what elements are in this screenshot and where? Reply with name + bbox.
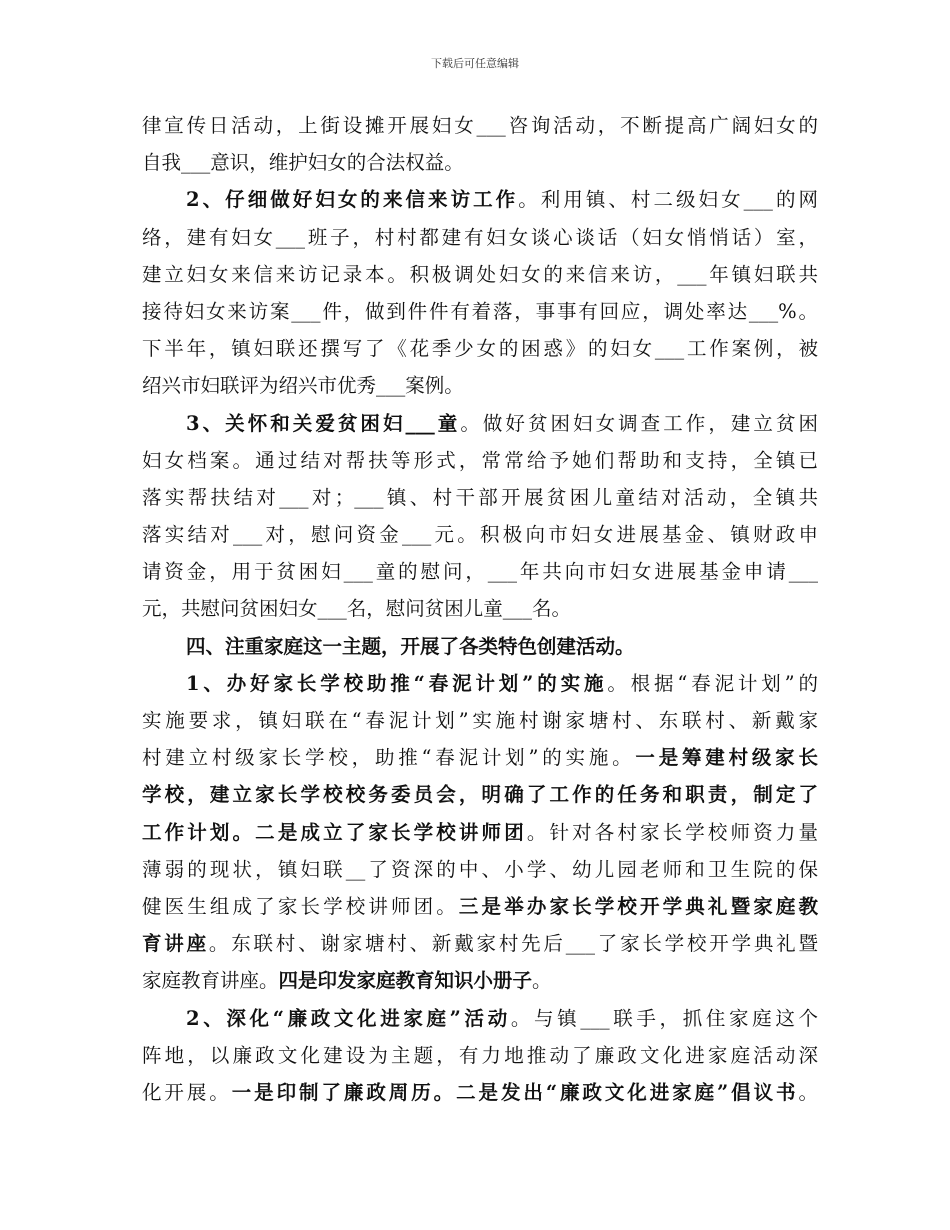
- text-run: 落实帮扶结对___对；___镇、村干部开展贫困儿童结对活动，全镇共: [142, 485, 818, 509]
- text-run: 律宣传日活动，上街设摊开展妇女___咨询活动，不断提高广阔妇女的: [142, 114, 818, 137]
- text-line: [142, 665, 818, 702]
- text-line: [142, 1037, 818, 1074]
- text-run: 。: [798, 1080, 818, 1104]
- text-line: [142, 1074, 818, 1111]
- bold-text: 工作计划。二是成立了家长学校讲师团: [142, 820, 527, 844]
- text-line: [142, 553, 818, 590]
- text-run: 实施要求，镇妇联在“春泥计划”实施村谢家塘村、东联村、新戴家: [142, 709, 818, 732]
- text-line: [142, 405, 818, 442]
- text-run: 村建立村级家长学校，助推“春泥计划”的实施。: [142, 746, 636, 770]
- bold-text: 一是印制了廉政周历。二是发出“廉政文化进家庭”倡议书: [231, 1080, 799, 1104]
- bold-text: 学校，建立家长学校校务委员会，明确了工作的任务和职责，制定了: [142, 783, 818, 807]
- bold-text: 2、仔细做好妇女的来信来访工作: [186, 188, 519, 212]
- text-run: 绍兴市妇联评为绍兴市优秀___案例。: [142, 374, 464, 398]
- text-line: [142, 107, 818, 144]
- text-run: 下半年，镇妇联还撰写了《花季少女的困惑》的妇女___工作案例，被: [142, 337, 818, 361]
- text-run: 。根据“春泥计划”的: [607, 671, 818, 695]
- text-run: 家庭教育讲座。: [142, 969, 279, 993]
- text-run: 落实结对___对，慰问资金___元。积极向市妇女进展基金、镇财政申: [142, 523, 818, 547]
- document-body: [142, 107, 818, 1111]
- text-line: [142, 293, 818, 330]
- text-line: [142, 442, 818, 479]
- text-run: 健医生组成了家长学校讲师团。: [142, 894, 459, 918]
- text-run: 。东联村、谢家塘村、新戴家村先后___了家长学校开学典礼暨: [208, 932, 818, 956]
- text-line: [142, 181, 818, 218]
- text-line: [142, 330, 818, 367]
- text-line: [142, 256, 818, 293]
- text-run: 建立妇女来信来访记录本。积极调处妇女的来信来访，___年镇妇联共: [142, 262, 818, 286]
- bold-text: 一是筹建村级家长: [635, 746, 818, 770]
- bold-text: 3、关怀和关爱贫困妇___童: [186, 411, 461, 435]
- text-run: 薄弱的现状，镇妇联__了资深的中、小学、幼儿园老师和卫生院的保: [142, 857, 818, 881]
- text-line: [142, 851, 818, 888]
- text-line: [142, 925, 818, 962]
- text-run: 。针对各村家长学校师资力量: [526, 820, 818, 844]
- text-line: [142, 590, 818, 627]
- text-run: 自我___意识，维护妇女的合法权益。: [142, 151, 464, 175]
- text-line: [142, 144, 818, 181]
- text-run: 络，建有妇女___班子，村村都建有妇女谈心谈话（妇女悄悄话）室，: [142, 225, 818, 249]
- text-line: [142, 702, 818, 739]
- text-line: [142, 888, 818, 925]
- text-line: [142, 739, 818, 776]
- text-run: 妇女档案。通过结对帮扶等形式，常常给予她们帮助和支持，全镇已: [142, 448, 818, 472]
- text-line: [142, 1000, 818, 1037]
- text-run: 阵地，以廉政文化建设为主题，有力地推动了廉政文化进家庭活动深: [142, 1043, 818, 1067]
- page-header: 下载后可任意编辑: [431, 57, 519, 70]
- text-line: [142, 962, 818, 999]
- bold-text: 育讲座: [142, 932, 209, 956]
- text-run: 接待妇女来访案___件，做到件件有着落，事事有回应，调处率达___%。: [142, 299, 818, 323]
- text-line: [142, 516, 818, 553]
- bold-text: 2、深化“廉政文化进家庭”活动: [186, 1006, 511, 1030]
- text-run: 。: [532, 969, 552, 993]
- text-run: 化开展。: [142, 1080, 232, 1104]
- bold-text: 1、办好家长学校助推“春泥计划”的实施: [186, 671, 608, 695]
- text-run: 。做好贫困妇女调查工作，建立贫困: [460, 411, 818, 435]
- text-run: 请资金，用于贫困妇___童的慰问，___年共向市妇女进展基金申请___: [142, 560, 818, 584]
- text-run: 。与镇___联手，抓住家庭这个: [510, 1006, 818, 1030]
- text-run: 元，共慰问贫困妇女___名，慰问贫困儿童___名。: [142, 597, 572, 621]
- text-line: [142, 814, 818, 851]
- text-run: 四、注重家庭这一主题，开展了各类特色创建活动。: [186, 634, 635, 658]
- text-line: [142, 219, 818, 256]
- bold-text: 四是印发家庭教育知识小册子: [278, 969, 533, 993]
- section-heading: [142, 628, 818, 665]
- text-run: 。利用镇、村二级妇女___的网: [518, 188, 818, 212]
- text-line: [142, 479, 818, 516]
- bold-text: 三是举办家长学校开学典礼暨家庭教: [458, 894, 818, 918]
- text-line: [142, 776, 818, 813]
- text-line: [142, 367, 818, 404]
